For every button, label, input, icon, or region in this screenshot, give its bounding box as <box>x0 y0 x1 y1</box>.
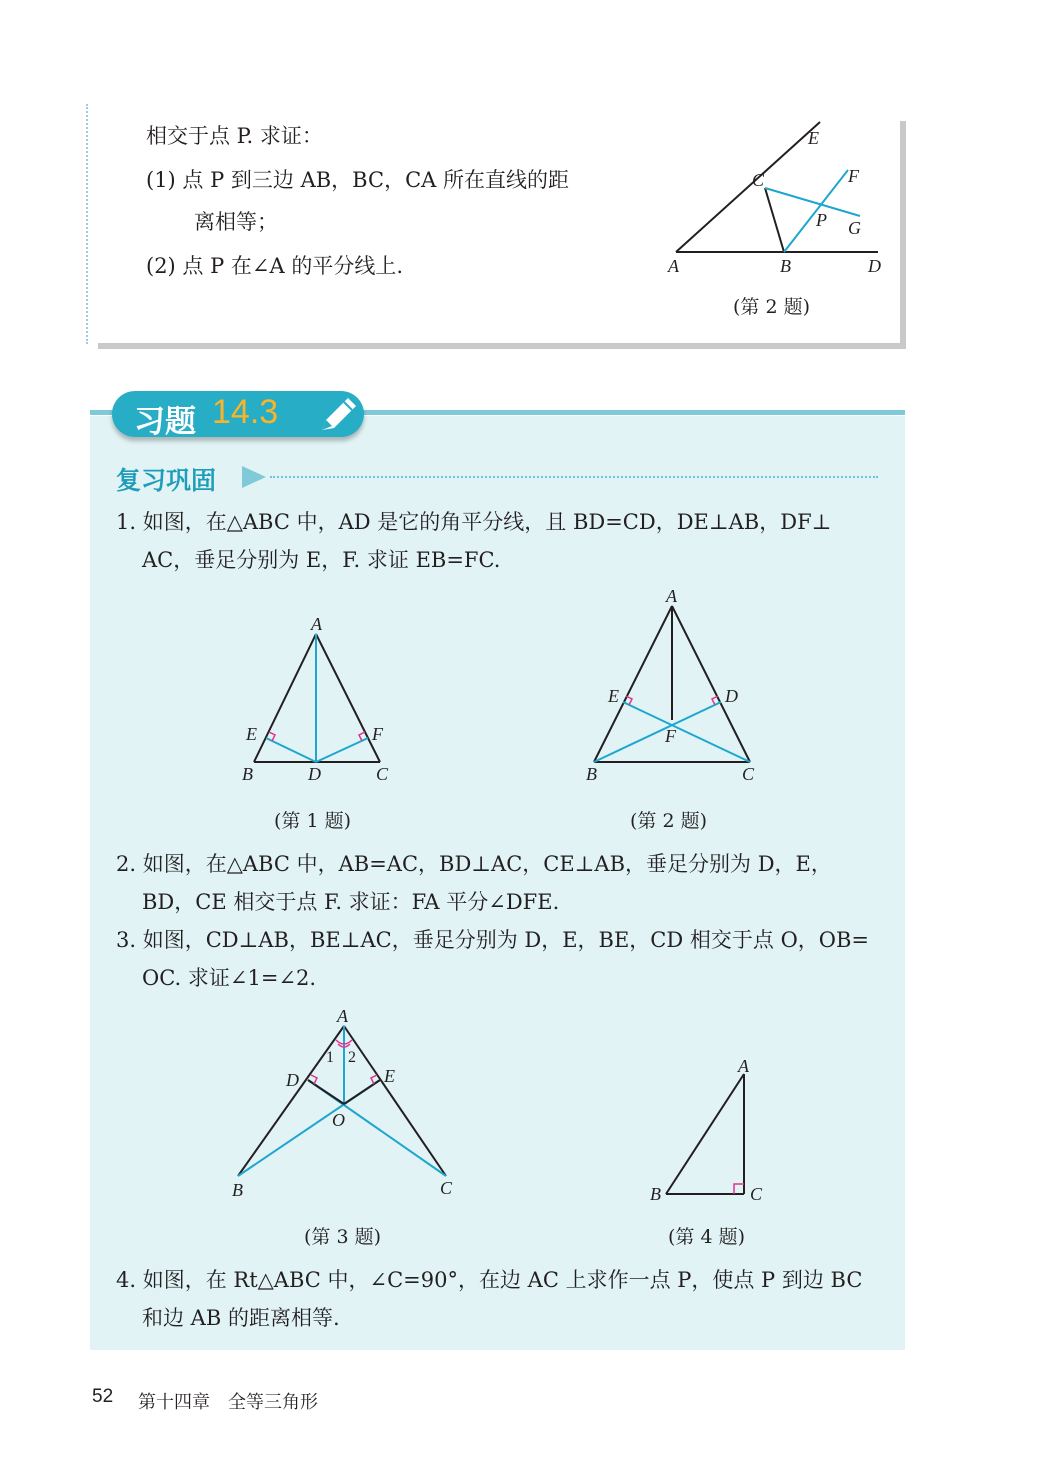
margin-dotted-rule <box>86 104 88 344</box>
label-D: D <box>286 1070 299 1090</box>
line-CG <box>765 188 860 216</box>
label-A: A <box>666 586 677 606</box>
figure-4 <box>646 1050 776 1210</box>
label-B: B <box>232 1180 243 1200</box>
label-F: F <box>848 166 859 186</box>
label-F: F <box>665 726 676 746</box>
side-AC <box>344 1026 446 1176</box>
label-B: B <box>650 1184 661 1204</box>
side-AC <box>316 634 380 762</box>
label-A: A <box>738 1056 749 1076</box>
label-F: F <box>372 724 383 744</box>
label-D: D <box>308 764 321 784</box>
problem-line-2: (1) 点 P 到三边 AB，BC，CA 所在直线的距 <box>146 168 569 192</box>
segment-BD <box>594 702 721 762</box>
segment-DF <box>316 738 368 762</box>
label-G: G <box>848 218 861 238</box>
label-E: E <box>608 686 619 706</box>
side-AB <box>254 634 316 762</box>
section-title: 复习巩固 <box>116 466 217 495</box>
figure-1 <box>230 604 410 794</box>
chapter-title: 第十四章 全等三角形 <box>138 1392 318 1413</box>
right-angle-C <box>734 1184 744 1194</box>
q1-line-1: 1. 如图，在△ABC 中，AD 是它的角平分线，且 BD=CD，DE⊥AB，DF⊥ <box>116 510 832 534</box>
pencil-icon <box>316 394 360 434</box>
q1-line-2: AC，垂足分别为 E，F. 求证 EB=FC. <box>142 548 501 572</box>
label-C: C <box>376 764 389 784</box>
segment-DE <box>266 738 316 762</box>
caption-figure-1: (第 1 题) <box>274 810 351 832</box>
page-number: 52 <box>92 1386 114 1407</box>
label-E: E <box>384 1066 395 1086</box>
label-P: P <box>816 210 827 230</box>
exercise-number: 14.3 <box>212 393 279 431</box>
label-B: B <box>780 256 791 276</box>
side-AB <box>594 606 672 762</box>
side-AB <box>666 1074 744 1194</box>
caption-figure-3: (第 3 题) <box>304 1226 381 1248</box>
label-C: C <box>750 1184 763 1204</box>
figure-2 <box>580 584 770 794</box>
label-2: 2 <box>348 1049 356 1066</box>
problem-line-4: (2) 点 P 在∠A 的平分线上. <box>146 254 404 278</box>
figure-3 <box>222 1006 472 1206</box>
label-E: E <box>808 128 819 148</box>
q2-line-1: 2. 如图，在△ABC 中，AB=AC，BD⊥AC，CE⊥AB，垂足分别为 D，E， <box>116 852 832 876</box>
q4-line-1: 4. 如图，在 Rt△ABC 中，∠C=90°，在边 AC 上求作一点 P，使点 P 到边 BC <box>116 1268 863 1292</box>
label-1: 1 <box>326 1049 334 1066</box>
label-C: C <box>742 764 755 784</box>
caption-figure-4: (第 4 题) <box>668 1226 745 1248</box>
label-C: C <box>440 1178 453 1198</box>
label-B: B <box>242 764 253 784</box>
label-B: B <box>586 764 597 784</box>
side-AC <box>672 606 750 762</box>
line-CB <box>765 188 784 252</box>
label-E: E <box>246 724 257 744</box>
label-A: A <box>311 614 322 634</box>
q3-line-1: 3. 如图，CD⊥AB，BE⊥AC，垂足分别为 D，E，BE，CD 相交于点 O，OB= <box>116 928 870 952</box>
label-D: D <box>868 256 881 276</box>
q2-line-2: BD，CE 相交于点 F. 求证：FA 平分∠DFE. <box>142 890 560 914</box>
label-A: A <box>337 1006 348 1026</box>
figure-top-problem <box>660 118 900 288</box>
play-arrow-icon <box>240 464 268 490</box>
caption-top-figure: (第 2 题) <box>733 296 810 318</box>
label-A: A <box>668 256 679 276</box>
label-C: C <box>752 170 765 190</box>
q3-line-2: OC. 求证∠1=∠2. <box>142 966 317 990</box>
q4-line-2: 和边 AB 的距离相等. <box>142 1306 340 1330</box>
segment-CE <box>623 702 750 762</box>
problem-line-1: 相交于点 P. 求证： <box>146 124 323 148</box>
exercise-title: 习题 <box>134 404 196 440</box>
label-O: O <box>332 1110 345 1130</box>
problem-line-3: 离相等； <box>194 210 278 234</box>
caption-figure-2: (第 2 题) <box>630 810 707 832</box>
section-dotted-rule <box>270 476 878 478</box>
label-D: D <box>725 686 738 706</box>
